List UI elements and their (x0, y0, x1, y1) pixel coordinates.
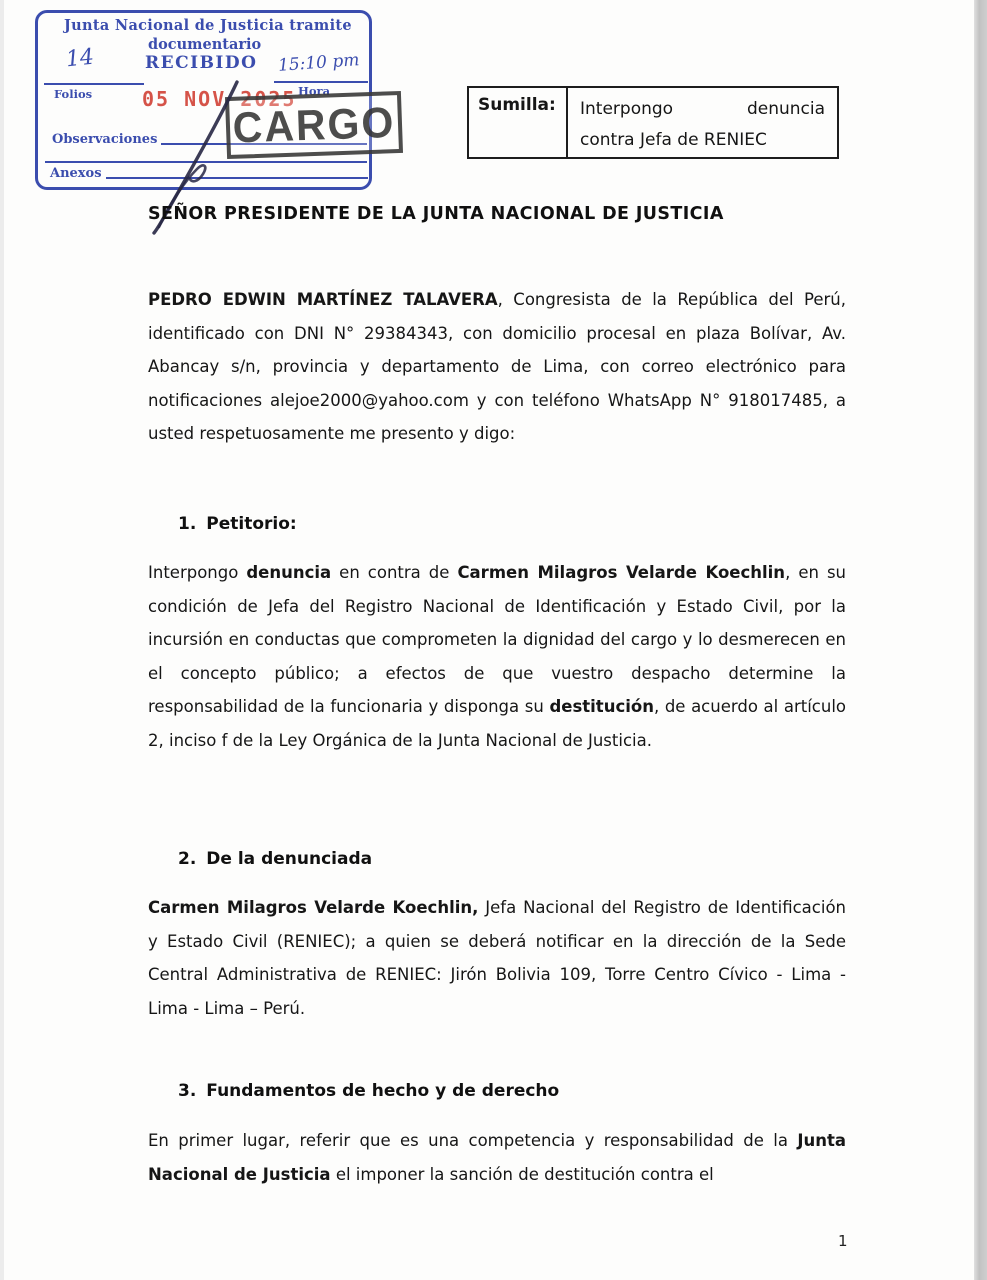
sumilla-word-left: Interpongo (580, 99, 674, 119)
stamp-hora-line (274, 81, 368, 83)
section-heading-text: De la denunciada (206, 849, 373, 869)
stamp-date: 05 NOV 2025 (142, 87, 297, 111)
sumilla-text (568, 88, 837, 157)
bold-text-segment: destitución (549, 697, 654, 716)
scan-edge-left (0, 0, 4, 1280)
stamp-org-line: Junta Nacional de Justicia tramite (64, 17, 352, 34)
text-segment: en contra de (331, 563, 458, 582)
section-heading-denunciada (178, 849, 372, 869)
section-heading-text: Fundamentos de hecho y de derecho (206, 1081, 560, 1101)
stamp-folios-line (44, 83, 144, 85)
stamp-folios-handwritten: 14 (64, 44, 96, 73)
section-paragraph-petitorio (148, 556, 846, 757)
document-title: SEÑOR PRESIDENTE DE LA JUNTA NACIONAL DE JUSTICIA (148, 204, 724, 224)
bold-text-segment: denuncia (246, 563, 332, 582)
sumilla-line-2: contra Jefa de RENIEC (580, 130, 767, 150)
stamp-observaciones-label: Observaciones (52, 132, 158, 147)
section-paragraph-denunciada (148, 891, 846, 1025)
stamp-anexos-blank-line (106, 177, 368, 179)
stamp-blank-line (45, 161, 367, 163)
text-segment: el imponer la sanción de destitución contra el (330, 1164, 714, 1184)
section-number: 3. (178, 1081, 197, 1101)
stamp-recibido-label: RECIBIDO (145, 53, 258, 73)
bold-text-segment: PEDRO EDWIN MARTÍNEZ TALAVERA (148, 290, 498, 309)
sumilla-box (467, 86, 839, 159)
bold-text-segment: Junta Nacional de Justicia (148, 1131, 846, 1184)
sumilla-label: Sumilla: (469, 88, 568, 157)
scan-edge-right (974, 0, 987, 1280)
stamp-anexos-label: Anexos (50, 166, 102, 181)
cargo-stamp-label: CARGO (231, 97, 397, 152)
section-paragraph-fundamentos (148, 1124, 846, 1191)
text-segment: , de acuerdo al artículo 2, inciso f de la Ley Orgánica de la Junta Nacional de Justicia. (148, 697, 847, 750)
text-segment: Jefa Nacional del Registro de Identificación y Estado Civil (RENIEC); a quien se deberá notificar en la dirección de la Sede Central Administrativa de RENIEC: Jirón Bolivia 109, Torre Centro Cívico - Lima - Lima - Lima – Perú. (148, 898, 846, 1018)
section-heading-fundamentos (178, 1081, 559, 1101)
stamp-hora-label: Hora (298, 84, 331, 98)
text-segment: , Congresista de la República del Perú, identificado con DNI N° 29384343, con domicilio procesal en plaza Bolívar, Av. Abancay s/n, provincia y departamento de Lima, con correo electrónico para notificaciones alejoe2000@yahoo.com y con teléfono WhatsApp N° 918017485, a usted respetuosamente me presento y digo: (148, 290, 846, 443)
sumilla-word-right: denuncia (746, 99, 825, 119)
cargo-stamp (225, 91, 403, 159)
stamp-folios-label: Folios (54, 87, 93, 101)
section-heading-petitorio (178, 514, 297, 534)
text-segment: , en su condición de Jefa del Registro Nacional de Identificación y Estado Civil, por la incursión en conductas que comprometen la dignidad del cargo y lo desmerecen en el concepto público; a efectos de que vuestro despacho determine la responsabilidad de la funcionaria y disponga su (148, 563, 846, 716)
section-number: 2. (178, 849, 197, 869)
text-segment: En primer lugar, referir que es una competencia y responsabilidad de la (148, 1131, 798, 1150)
page-number: 1 (838, 1232, 848, 1250)
section-heading-text: Petitorio: (206, 514, 297, 534)
stamp-anexos-row (50, 166, 368, 181)
text-segment: Interpongo (148, 563, 247, 582)
section-number: 1. (178, 514, 197, 534)
sumilla-line-1 (580, 94, 825, 125)
bold-text-segment: Carmen Milagros Velarde Koechlin, (148, 898, 479, 917)
stamp-org-line2: documentario (148, 36, 262, 53)
stamp-hora-handwritten: 15:10 pm (277, 50, 361, 76)
intro-paragraph (148, 283, 846, 451)
bold-text-segment: Carmen Milagros Velarde Koechlin (457, 563, 786, 582)
